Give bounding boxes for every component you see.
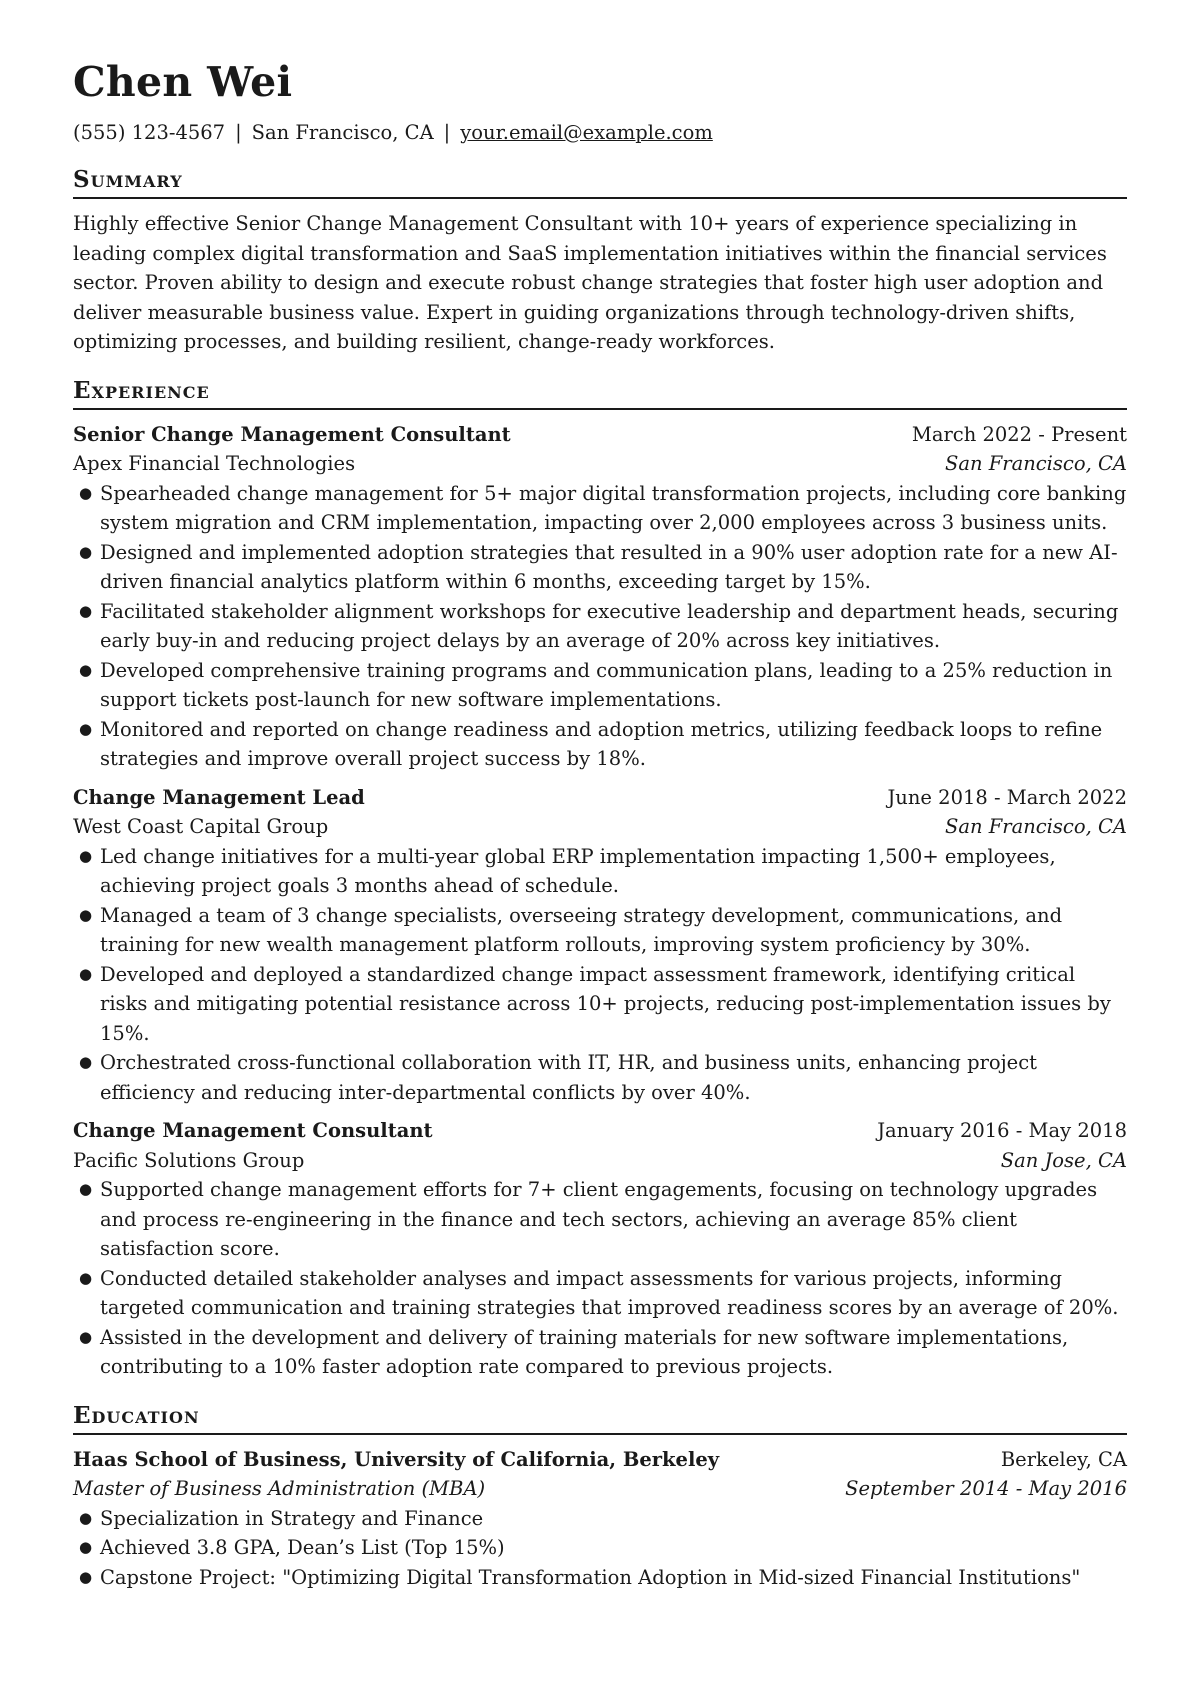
job-entry [73,1116,1127,1382]
list-item: ● Conducted detailed stakeholder analyses and impact assessments for various projects, informing targeted communication and training strategies that improved readiness scores by an average of 20%. [73,1264,1127,1323]
bullet-icon: ● [79,905,93,924]
job-entry [73,783,1127,1108]
education-entry [73,1445,1127,1593]
list-item: ● Monitored and reported on change readiness and adoption metrics, utilizing feedback loops to refine strategies and improve overall project success by 18%. [73,715,1127,774]
list-item: ● Led change initiatives for a multi-year global ERP implementation impacting 1,500+ employees, achieving project goals 3 months ahead of schedule. [73,842,1127,901]
bullet-icon: ● [79,1327,93,1346]
list-item: ● Orchestrated cross-functional collaboration with IT, HR, and business units, enhancing project efficiency and reducing inter-departmental conflicts by over 40%. [73,1048,1127,1107]
section-title-summary: Summary [73,166,1127,199]
bullet-list [73,1504,1127,1593]
list-item: ● Supported change management efforts for 7+ client engagements, focusing on technology upgrades and process re-engineering in the finance and tech sectors, achieving an average 85% client satisfaction score. [73,1175,1127,1264]
bullet-icon: ● [79,1268,93,1287]
list-item: ● Facilitated stakeholder alignment workshops for executive leadership and department heads, securing early buy-in and reducing project delays by an average of 20% across key initiatives. [73,597,1127,656]
bullet-icon: ● [79,483,93,502]
bullet-icon: ● [79,1508,93,1527]
summary-paragraph: Highly effective Senior Change Management Consultant with 10+ years of experience specializing in leading complex digital transformation and SaaS implementation initiatives within the financial services sector. Proven ability to design and execute robust change strategies that foster high user adoption and deliver measurable business value. Expert in guiding organizations through technology-driven shifts, optimizing processes, and building resilient, change-ready workforces. [73,212,1107,353]
school-name: Haas School of Business, University of California, Berkeley [73,1447,720,1471]
bullet-list [73,1175,1127,1382]
list-item: ● Developed comprehensive training programs and communication plans, leading to a 25% reduction in support tickets post-launch for new software implementations. [73,656,1127,715]
email-link[interactable]: your.email@example.com [460,121,713,144]
job-location: San Jose, CA [1000,1148,1127,1172]
education-dates: September 2014 - May 2016 [845,1477,1127,1500]
bullet-icon: ● [79,1538,93,1556]
bullet-icon: ● [79,542,93,561]
list-item: ● Capstone Project: "Optimizing Digital Transformation Adoption in Mid-sized Financial Institutions" [73,1563,1127,1593]
bullet-icon: ● [79,660,93,679]
job-dates: June 2018 - March 2022 [887,785,1127,809]
company-name: Pacific Solutions Group [73,1148,305,1172]
job-location: San Francisco, CA [944,452,1127,475]
job-entry [73,420,1127,774]
list-item: ● Assisted in the development and delivery of training materials for new software implementations, contributing to a 10% faster adoption rate compared to previous projects. [73,1323,1127,1382]
location-text: San Francisco, CA [251,121,434,144]
job-title: Senior Change Management Consultant [73,422,511,446]
job-title: Change Management Consultant [73,1119,433,1142]
list-item: ● Developed and deployed a standardized change impact assessment framework, identifying critical risks and mitigating potential resistance across 10+ projects, reducing post-implementation issues by 15%. [73,960,1127,1049]
bullet-icon: ● [79,601,93,620]
section-title-education: Education [73,1402,1127,1435]
bullet-list [73,842,1127,1108]
education-section [73,1402,1127,1593]
company-name: West Coast Capital Group [73,815,329,838]
job-location: San Francisco, CA [944,815,1127,838]
degree-name: Master of Business Administration (MBA) [73,1477,486,1500]
summary-section [73,166,1127,357]
contact-separator: | [235,121,242,144]
job-dates: January 2016 - May 2018 [877,1119,1127,1142]
bullet-icon: ● [79,1180,93,1198]
bullet-icon: ● [79,964,93,983]
list-item: ● Specialization in Strategy and Finance [73,1504,1127,1534]
list-item: ● Managed a team of 3 change specialists, overseeing strategy development, communications, and training for new wealth management platform rollouts, improving system proficiency by 30%. [73,901,1127,960]
list-item: ● Designed and implemented adoption strategies that resulted in a 90% user adoption rate for a new AI-driven financial analytics platform within 6 months, exceeding target by 15%. [73,538,1127,597]
bullet-icon: ● [79,1567,93,1586]
school-location: Berkeley, CA [1000,1447,1127,1471]
bullet-icon: ● [79,1053,93,1071]
resume-page [73,56,1127,1592]
section-title-experience: Experience [73,377,1127,410]
company-name: Apex Financial Technologies [73,452,356,475]
job-dates: March 2022 - Present [911,422,1127,446]
bullet-icon: ● [79,846,93,865]
bullet-icon: ● [79,719,93,738]
list-item: ● Achieved 3.8 GPA, Dean’s List (Top 15%) [73,1533,1127,1563]
phone-number: (555) 123-4567 [73,121,226,144]
contact-line [73,120,1127,146]
experience-section [73,377,1127,1382]
contact-separator: | [443,121,451,144]
candidate-name: Chen Wei [73,58,293,106]
bullet-list [73,479,1127,774]
list-item: ● Spearheaded change management for 5+ major digital transformation projects, including core banking system migration and CRM implementation, impacting over 2,000 employees across 3 business units. [73,479,1127,538]
job-title: Change Management Lead [73,785,365,809]
